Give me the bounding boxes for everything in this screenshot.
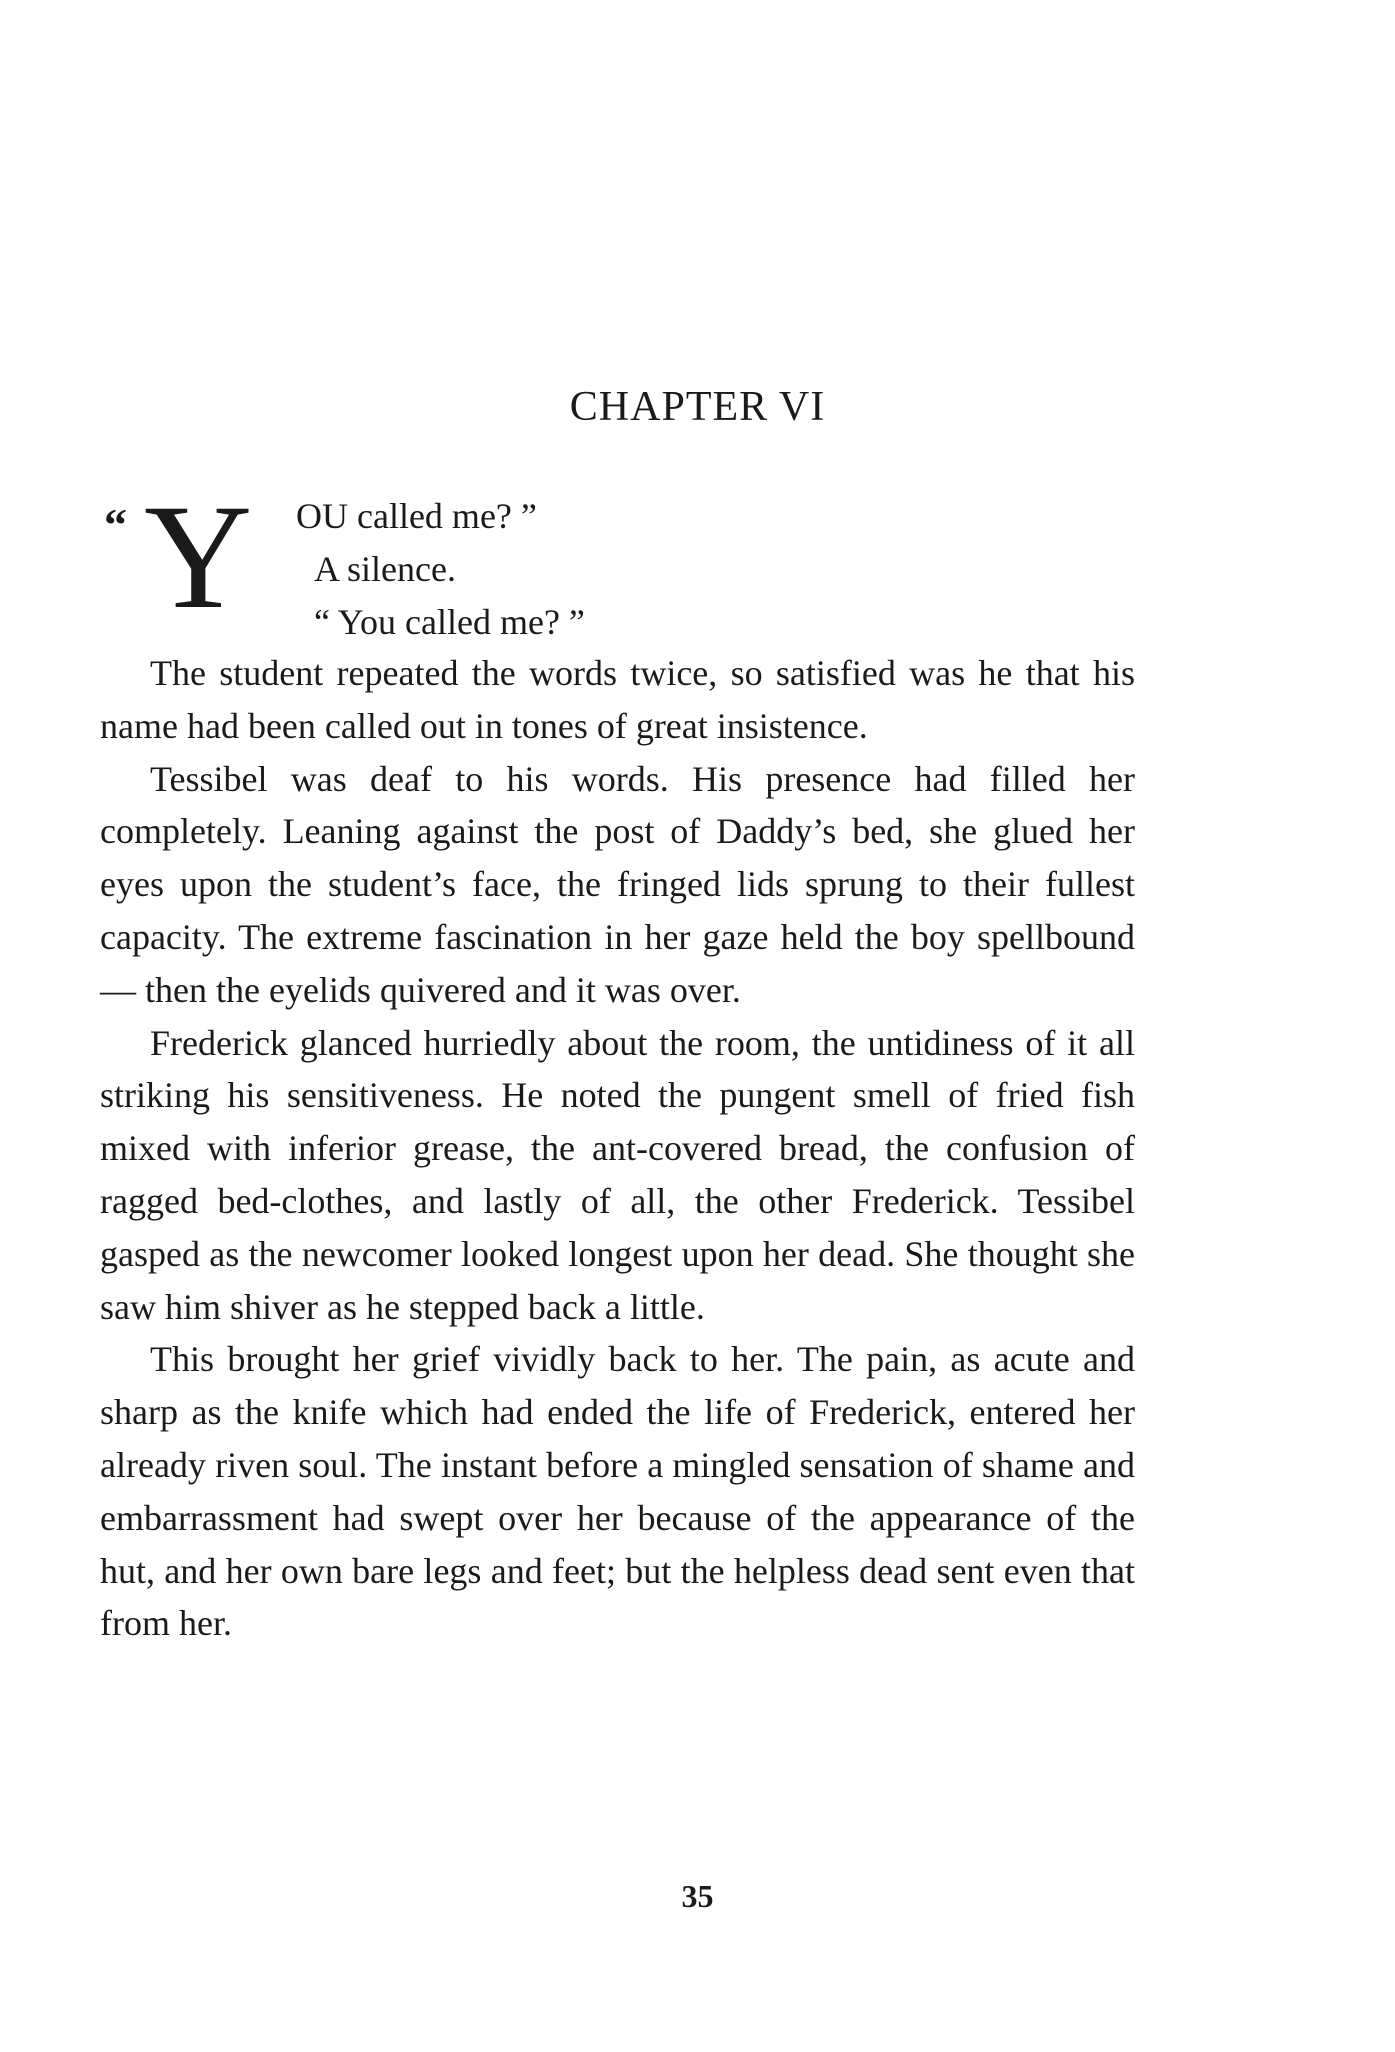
paragraph: Tessibel was deaf to his words. His presence had filled her completely. Leaning against the post of Daddy’s bed, she glued her eyes upon the student’s face, the fringed lids sprung to their fullest capacity. The extreme fascination in her gaze held the boy spellbound — then the eyelids quivered and it was over. [100, 758, 1135, 1010]
opening-quote-mark: “ [104, 499, 127, 550]
opening-line-2: A silence. [314, 549, 456, 589]
paragraph: Frederick glanced hurriedly about the room, the untidiness of it all striking his sensitiveness. He noted the pungent smell of fried fish mixed with inferior grease, the ant-covered bread, the confusion of ragged bed-clothes, and lastly of all, the other Frederick. Tessibel gasped as the newcomer looked longest upon her dead. She thought she saw him shiver as he stepped back a little. [100, 1022, 1135, 1327]
drop-cap: Y [144, 474, 253, 640]
page-number: 35 [681, 1878, 714, 1914]
paragraph: This brought her grief vividly back to her. The pain, as acute and sharp as the knife which had ended the life of Frederick, entered her already riven soul. The instant before a mingled sensation of shame and embarrassment had swept over her because of the appearance of the hut, and her own bare legs and feet; but the helpless dead sent even that from her. [100, 1339, 1135, 1644]
opening-line-3: “ You called me? ” [314, 602, 585, 642]
opening-line-1: OU called me? ” [296, 496, 537, 536]
chapter-body [100, 474, 1135, 1650]
chapter-opening [100, 474, 1135, 647]
chapter-heading: CHAPTER VI [569, 384, 826, 430]
paragraph: The student repeated the words twice, so satisfied was he that his name had been called out in tones of great insistence. [100, 653, 1135, 746]
opening-lines [296, 490, 1135, 649]
